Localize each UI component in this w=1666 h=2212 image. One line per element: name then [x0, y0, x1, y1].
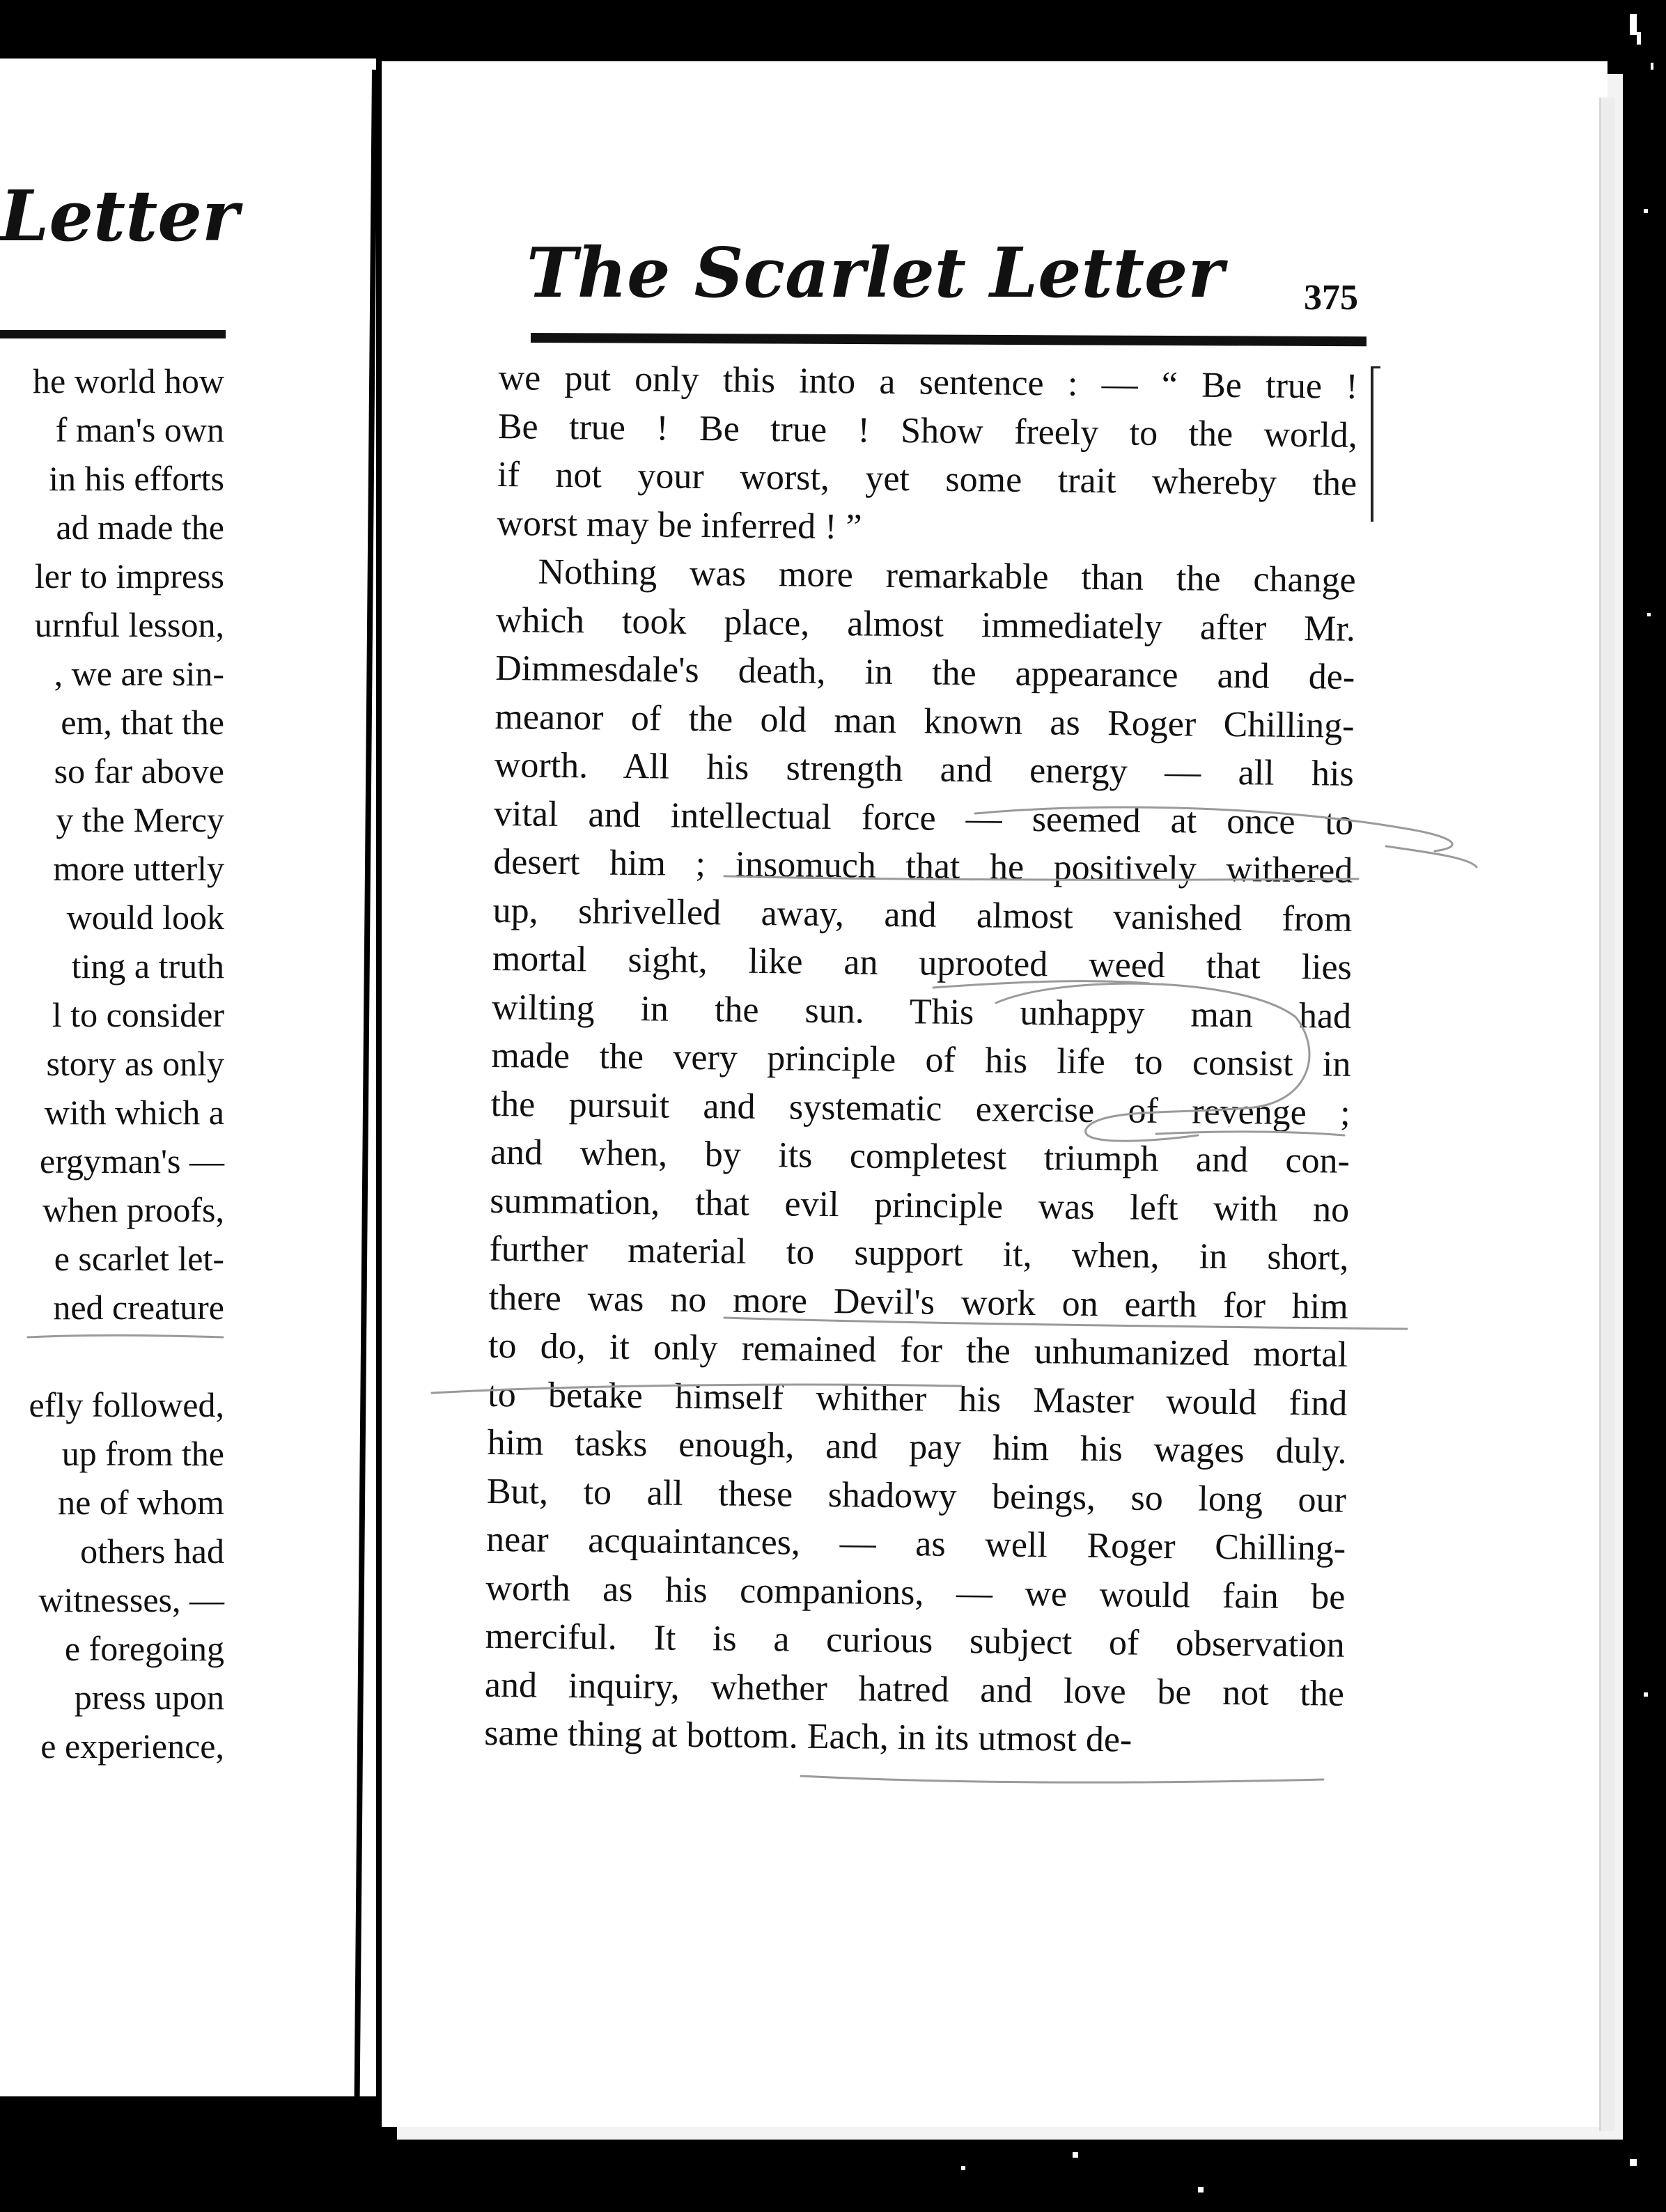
- text-line: if not your worst, yet some trait whereby the: [497, 454, 1357, 504]
- left-text-line: up from the: [61, 1434, 224, 1473]
- text-line: wilting in the sun. This unhappy man had: [491, 987, 1352, 1036]
- text-line: made the very principle of his life to consist in: [491, 1035, 1351, 1084]
- text-line: But, to all these shadowy beings, so long our: [486, 1471, 1347, 1520]
- text-line: meanor of the old man known as Roger Chilling-: [495, 696, 1355, 746]
- text-line: merciful. It is a curious subject of observation: [485, 1616, 1345, 1665]
- left-text-line: ergyman's —: [40, 1142, 224, 1181]
- text-line: we put only this into a sentence : — “ Be true !: [498, 357, 1358, 407]
- text-line: worth as his companions, — we would fain be: [485, 1568, 1346, 1617]
- left-text-line: em, that the: [61, 703, 224, 742]
- running-header-title: The Scarlet Letter: [527, 233, 1224, 313]
- text-line: there was no more Devil's work on earth for him: [488, 1277, 1349, 1327]
- left-text-line: , we are sin-: [54, 654, 224, 693]
- right-page-text: [484, 354, 1358, 1766]
- text-line: Dimmesdale's death, in the appearance and de-: [495, 648, 1355, 697]
- left-text-line: ting a truth: [71, 947, 224, 986]
- text-line: to do, it only remained for the unhumanized mortal: [488, 1325, 1348, 1375]
- text-line: mortal sight, like an uprooted weed that lies: [492, 938, 1353, 988]
- left-text-line: story as only: [46, 1044, 224, 1083]
- left-text-line: e foregoing: [64, 1629, 224, 1668]
- left-text-line: others had: [80, 1532, 224, 1571]
- text-line: desert him ; insomuch that he positively withered: [493, 841, 1353, 891]
- text-line: which took place, almost immediately after Mr.: [495, 600, 1356, 649]
- text-line: Nothing was more remarkable than the change: [538, 552, 1356, 600]
- text-line: him tasks enough, and pay him his wages duly.: [487, 1422, 1347, 1472]
- left-text-line: f man's own: [55, 410, 224, 449]
- text-line: the pursuit and systematic exercise of revenge ;: [490, 1084, 1350, 1133]
- text-line: vital and intellectual force — seemed at once to: [493, 793, 1354, 843]
- left-text-line: more utterly: [53, 849, 224, 888]
- left-header-rule: [0, 330, 226, 338]
- left-text-line: e scarlet let-: [54, 1239, 224, 1278]
- left-text-line: witnesses, —: [38, 1580, 224, 1619]
- text-line: Be true ! Be true ! Show freely to the world,: [497, 406, 1358, 455]
- text-line: summation, that evil principle was left with no: [489, 1181, 1350, 1230]
- left-paragraph-break: [0, 1332, 224, 1380]
- left-text-line: with which a: [44, 1093, 224, 1132]
- left-page-text: [0, 357, 224, 1770]
- text-line: to betake himself whither his Master would find: [488, 1374, 1348, 1424]
- text-line: worst may be inferred ! ”: [497, 503, 862, 547]
- text-line: same thing at bottom. Each, in its utmost de-: [483, 1713, 1132, 1760]
- left-text-line: ad made the: [56, 508, 224, 547]
- text-line: worth. All his strength and energy — all his: [494, 745, 1355, 794]
- page-edge: [1599, 98, 1615, 2131]
- left-text-line: he world how: [33, 361, 224, 400]
- left-text-line: when proofs,: [42, 1190, 224, 1229]
- left-text-line: e experience,: [40, 1727, 224, 1766]
- text-line: and inquiry, whether hatred and love be not the: [484, 1665, 1345, 1714]
- text-line: near acquaintances, — as well Roger Chilling-: [485, 1519, 1346, 1568]
- left-text-line: would look: [66, 898, 224, 937]
- left-text-line: efly followed,: [29, 1385, 224, 1424]
- left-text-line: ler to impress: [34, 556, 224, 595]
- margin-bracket-mark: [1371, 366, 1380, 522]
- left-text-line: ned creature: [53, 1288, 224, 1327]
- left-running-header: Letter: [0, 175, 239, 257]
- left-text-line: ne of whom: [58, 1483, 224, 1522]
- left-text-line: y the Mercy: [56, 800, 224, 839]
- left-text-line: press upon: [74, 1678, 224, 1717]
- page-number: 375: [1304, 278, 1358, 318]
- left-text-line: l to consider: [52, 995, 224, 1034]
- left-text-line: urnful lesson,: [34, 605, 224, 644]
- text-line: further material to support it, when, in short,: [489, 1229, 1349, 1278]
- left-text-line: in his efforts: [49, 459, 224, 498]
- text-line: and when, by its completest triumph and con-: [490, 1132, 1350, 1181]
- text-line: up, shrivelled away, and almost vanished from: [492, 890, 1353, 940]
- left-text-line: so far above: [54, 751, 224, 790]
